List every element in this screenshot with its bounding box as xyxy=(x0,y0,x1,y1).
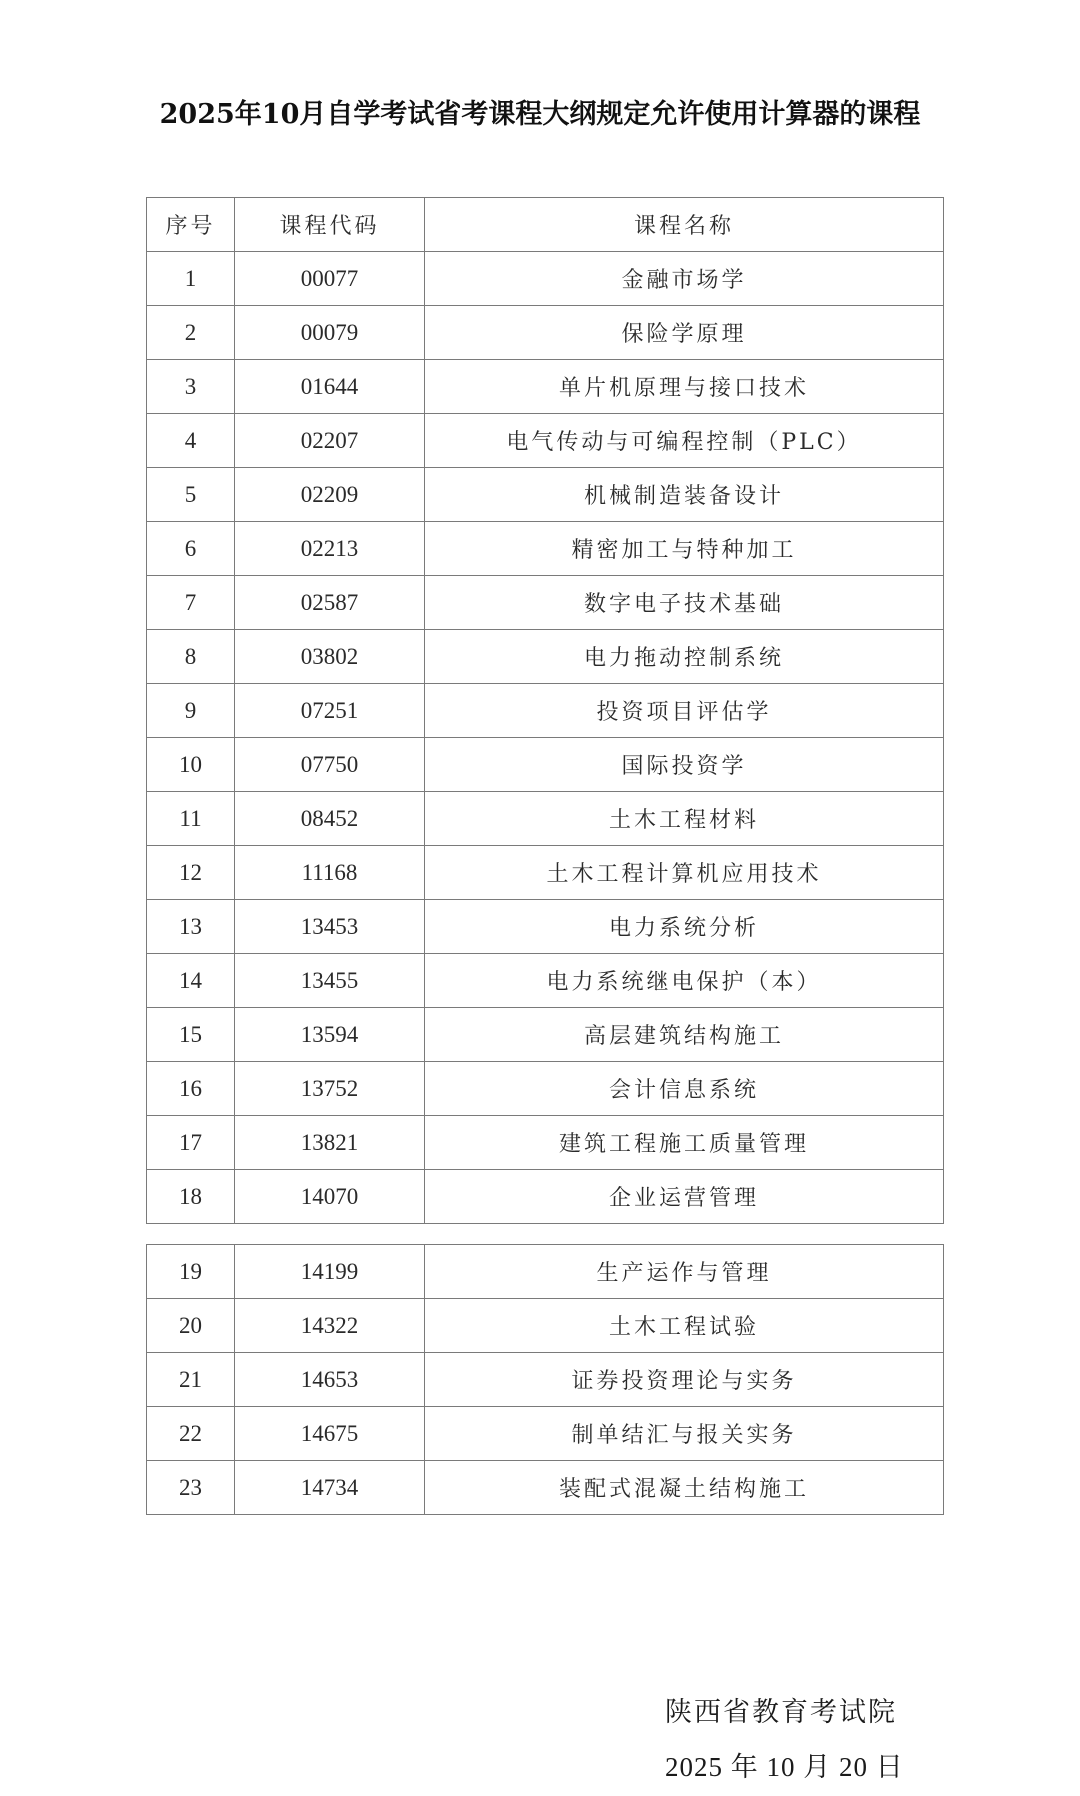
course-name-cell: 装配式混凝土结构施工 xyxy=(425,1461,944,1515)
course-code-cell: 02207 xyxy=(235,414,425,468)
course-code-cell: 13455 xyxy=(235,954,425,1008)
course-code-cell: 14653 xyxy=(235,1353,425,1407)
course-table-part-1 xyxy=(146,197,944,1224)
course-name-cell: 证券投资理论与实务 xyxy=(425,1353,944,1407)
issue-date: 2025 年 10 月 20 日 xyxy=(665,1752,904,1782)
course-name-cell: 国际投资学 xyxy=(425,738,944,792)
serial-number-cell: 15 xyxy=(147,1008,235,1062)
course-code-cell: 14070 xyxy=(235,1170,425,1224)
table-row xyxy=(147,1461,944,1515)
course-code-cell: 08452 xyxy=(235,792,425,846)
course-name-cell: 土木工程试验 xyxy=(425,1299,944,1353)
serial-number-cell: 16 xyxy=(147,1062,235,1116)
table-row xyxy=(147,846,944,900)
course-name-cell: 土木工程计算机应用技术 xyxy=(425,846,944,900)
table-row xyxy=(147,468,944,522)
table-row xyxy=(147,1353,944,1407)
course-code-cell: 03802 xyxy=(235,630,425,684)
course-name-cell: 精密加工与特种加工 xyxy=(425,522,944,576)
serial-number-cell: 22 xyxy=(147,1407,235,1461)
serial-number-cell: 3 xyxy=(147,360,235,414)
table-row xyxy=(147,1170,944,1224)
course-code-cell: 13821 xyxy=(235,1116,425,1170)
course-code-cell: 14675 xyxy=(235,1407,425,1461)
course-table-part-2 xyxy=(146,1244,944,1515)
serial-number-cell: 19 xyxy=(147,1245,235,1299)
course-code-cell: 01644 xyxy=(235,360,425,414)
table-row xyxy=(147,1245,944,1299)
issuing-organization: 陕西省教育考试院 xyxy=(665,1697,897,1728)
course-code-cell: 00079 xyxy=(235,306,425,360)
serial-number-cell: 11 xyxy=(147,792,235,846)
course-name-cell: 机械制造装备设计 xyxy=(425,468,944,522)
course-name-cell: 高层建筑结构施工 xyxy=(425,1008,944,1062)
table-row xyxy=(147,630,944,684)
table-row xyxy=(147,414,944,468)
serial-number-cell: 21 xyxy=(147,1353,235,1407)
course-code-cell: 11168 xyxy=(235,846,425,900)
course-code-cell: 00077 xyxy=(235,252,425,306)
course-name-cell: 单片机原理与接口技术 xyxy=(425,360,944,414)
table-row xyxy=(147,792,944,846)
serial-number-cell: 23 xyxy=(147,1461,235,1515)
course-name-cell: 会计信息系统 xyxy=(425,1062,944,1116)
table-row xyxy=(147,738,944,792)
table-row xyxy=(147,1062,944,1116)
course-code-cell: 13453 xyxy=(235,900,425,954)
serial-number-cell: 6 xyxy=(147,522,235,576)
table-row xyxy=(147,900,944,954)
table-header-row xyxy=(147,198,944,252)
course-name-cell: 数字电子技术基础 xyxy=(425,576,944,630)
header-serial-number: 序号 xyxy=(147,198,235,252)
course-code-cell: 02209 xyxy=(235,468,425,522)
document-title: 2025年10月自学考试省考课程大纲规定允许使用计算器的课程 xyxy=(159,99,921,130)
course-code-cell: 07251 xyxy=(235,684,425,738)
serial-number-cell: 13 xyxy=(147,900,235,954)
course-code-cell: 02587 xyxy=(235,576,425,630)
table-row xyxy=(147,522,944,576)
course-code-cell: 07750 xyxy=(235,738,425,792)
table-row xyxy=(147,1299,944,1353)
serial-number-cell: 8 xyxy=(147,630,235,684)
course-code-cell: 13752 xyxy=(235,1062,425,1116)
serial-number-cell: 18 xyxy=(147,1170,235,1224)
serial-number-cell: 20 xyxy=(147,1299,235,1353)
table-row xyxy=(147,252,944,306)
serial-number-cell: 10 xyxy=(147,738,235,792)
table-row xyxy=(147,1116,944,1170)
serial-number-cell: 17 xyxy=(147,1116,235,1170)
serial-number-cell: 7 xyxy=(147,576,235,630)
table-row xyxy=(147,684,944,738)
course-name-cell: 生产运作与管理 xyxy=(425,1245,944,1299)
serial-number-cell: 12 xyxy=(147,846,235,900)
course-name-cell: 建筑工程施工质量管理 xyxy=(425,1116,944,1170)
table-row xyxy=(147,576,944,630)
course-name-cell: 土木工程材料 xyxy=(425,792,944,846)
course-name-cell: 企业运营管理 xyxy=(425,1170,944,1224)
course-code-cell: 14322 xyxy=(235,1299,425,1353)
header-course-name: 课程名称 xyxy=(425,198,944,252)
table-row xyxy=(147,954,944,1008)
course-name-cell: 投资项目评估学 xyxy=(425,684,944,738)
course-name-cell: 保险学原理 xyxy=(425,306,944,360)
course-code-cell: 02213 xyxy=(235,522,425,576)
course-name-cell: 电力系统分析 xyxy=(425,900,944,954)
header-course-code: 课程代码 xyxy=(235,198,425,252)
course-name-cell: 电力拖动控制系统 xyxy=(425,630,944,684)
serial-number-cell: 14 xyxy=(147,954,235,1008)
table-row xyxy=(147,1407,944,1461)
serial-number-cell: 1 xyxy=(147,252,235,306)
serial-number-cell: 2 xyxy=(147,306,235,360)
course-name-cell: 电气传动与可编程控制（PLC） xyxy=(425,414,944,468)
course-name-cell: 制单结汇与报关实务 xyxy=(425,1407,944,1461)
course-name-cell: 电力系统继电保护（本） xyxy=(425,954,944,1008)
table-row xyxy=(147,360,944,414)
serial-number-cell: 5 xyxy=(147,468,235,522)
serial-number-cell: 9 xyxy=(147,684,235,738)
course-code-cell: 14734 xyxy=(235,1461,425,1515)
table-row xyxy=(147,306,944,360)
course-code-cell: 14199 xyxy=(235,1245,425,1299)
course-name-cell: 金融市场学 xyxy=(425,252,944,306)
course-code-cell: 13594 xyxy=(235,1008,425,1062)
table-row xyxy=(147,1008,944,1062)
serial-number-cell: 4 xyxy=(147,414,235,468)
